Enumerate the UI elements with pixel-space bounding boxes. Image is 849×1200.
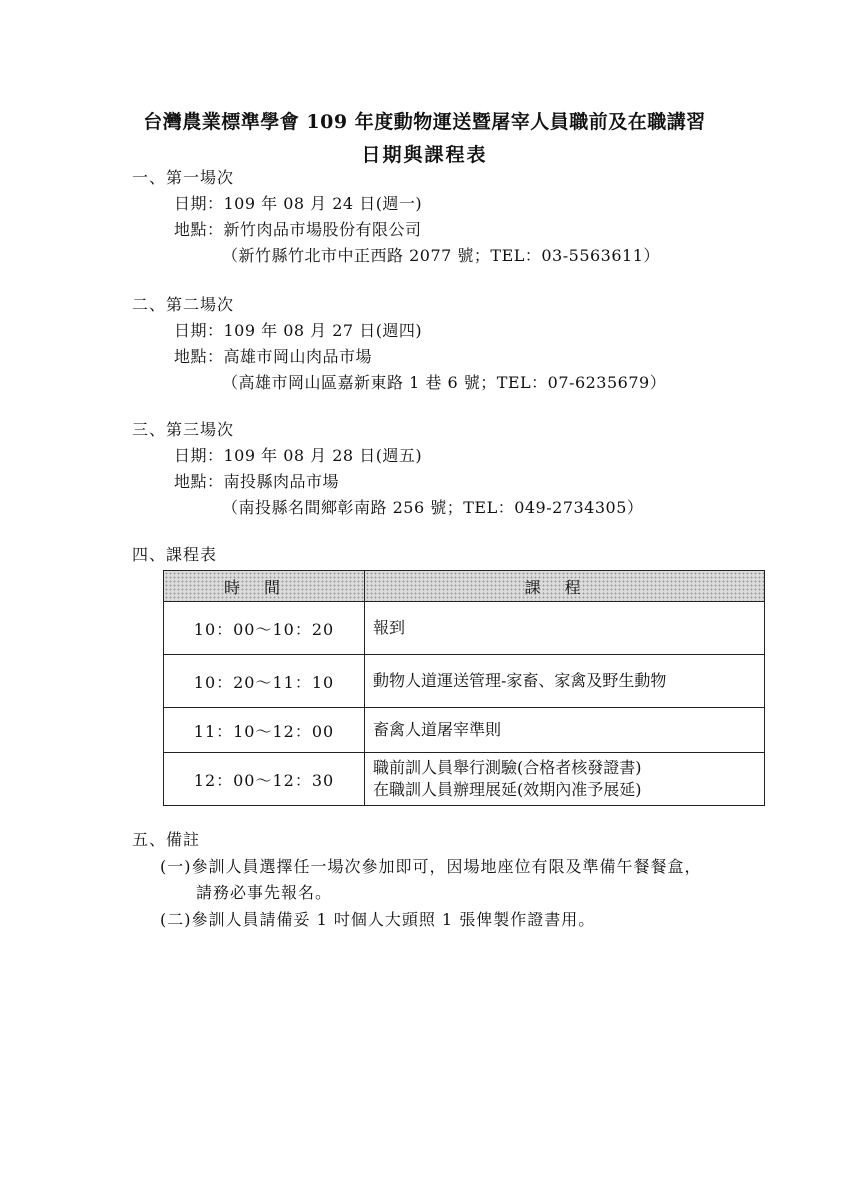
schedule-table bbox=[163, 570, 765, 806]
table-row bbox=[164, 708, 765, 753]
row-course: 職前訓人員舉行測驗(合格者核發證書) 在職訓人員辦理展延(效期內准予展延) bbox=[365, 753, 765, 806]
session-3-address: （南投縣名間鄉彰南路 256 號；TEL：049-2734305） bbox=[222, 498, 644, 517]
table-row bbox=[164, 753, 765, 806]
session-1-location: 地點：新竹肉品市場股份有限公司 bbox=[174, 220, 422, 239]
session-1-heading: 一、第一場次 bbox=[132, 168, 235, 187]
column-header-time: 時間 bbox=[164, 571, 365, 602]
session-2-location: 地點：高雄市岡山肉品市場 bbox=[174, 347, 373, 366]
column-header-course: 課程 bbox=[365, 571, 765, 602]
table-header-row bbox=[164, 571, 765, 602]
document-subtitle: 日期與課程表 bbox=[361, 144, 488, 166]
row-course: 畜禽人道屠宰準則 bbox=[365, 708, 765, 753]
table-row bbox=[164, 602, 765, 655]
session-3-heading: 三、第三場次 bbox=[132, 420, 235, 439]
session-2-address: （高雄市岡山區嘉新東路 1 巷 6 號；TEL：07-6235679） bbox=[222, 373, 667, 392]
row-time: 10：00～10：20 bbox=[164, 602, 365, 655]
session-3-date: 日期：109 年 08 月 28 日(週五) bbox=[174, 446, 423, 465]
row-course: 報到 bbox=[365, 602, 765, 655]
session-2-heading: 二、第二場次 bbox=[132, 295, 235, 314]
row-time: 11：10～12：00 bbox=[164, 708, 365, 753]
session-1-date: 日期：109 年 08 月 24 日(週一) bbox=[174, 194, 423, 213]
notes-heading: 五、備註 bbox=[132, 830, 201, 849]
note-item-1: (一)參訓人員選擇任一場次參加即可，因場地座位有限及準備午餐餐盒， bbox=[160, 857, 702, 876]
note-item-2: (二)參訓人員請備妥 1 吋個人大頭照 1 張俾製作證書用。 bbox=[160, 910, 596, 929]
table-row bbox=[164, 655, 765, 708]
session-1-address: （新竹縣竹北市中正西路 2077 號；TEL：03-5563611） bbox=[222, 246, 660, 265]
row-time: 10：20～11：10 bbox=[164, 655, 365, 708]
row-time: 12：00～12：30 bbox=[164, 753, 365, 806]
schedule-heading: 四、課程表 bbox=[132, 545, 218, 564]
document-title: 台灣農業標準學會 109 年度動物運送暨屠宰人員職前及在職講習 bbox=[143, 111, 706, 133]
session-2-date: 日期：109 年 08 月 27 日(週四) bbox=[174, 321, 423, 340]
note-item-1-continued: 請務必事先報名。 bbox=[196, 883, 333, 902]
session-3-location: 地點：南投縣肉品市場 bbox=[174, 472, 340, 491]
row-course: 動物人道運送管理-家畜、家禽及野生動物 bbox=[365, 655, 765, 708]
